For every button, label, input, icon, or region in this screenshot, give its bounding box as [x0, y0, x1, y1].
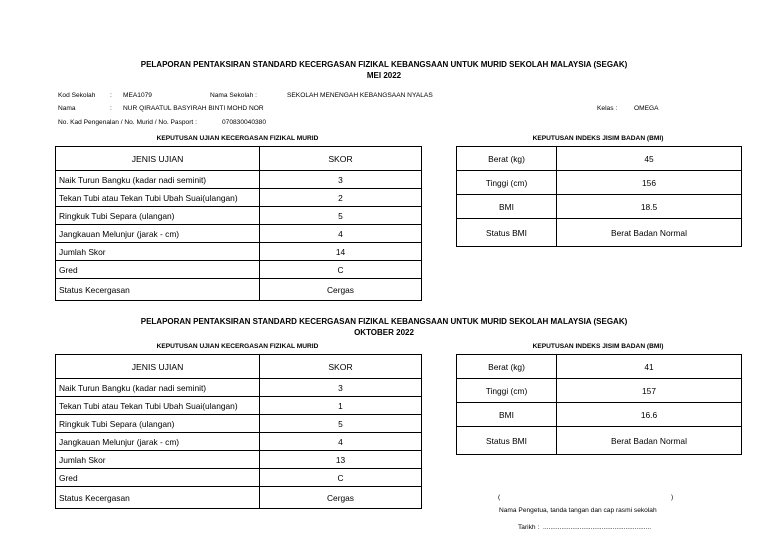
nama-sep: :: [110, 105, 112, 112]
kelas-value: OMEGA: [634, 105, 659, 112]
kod-sekolah-sep: :: [110, 92, 112, 99]
signature-close-bracket: ): [671, 494, 674, 501]
nama-sekolah-value: SEKOLAH MENENGAH KEBANGSAAN NYALAS: [287, 92, 433, 99]
report2-fitness-heading: KEPUTUSAN UJIAN KECERGASAN FIZIKAL MURID: [156, 343, 319, 350]
table-row: [56, 451, 422, 469]
table-row: [56, 469, 422, 487]
bmi-label: Status BMI: [457, 427, 557, 455]
table-row: [56, 279, 422, 301]
date-label: Tarikh :: [518, 524, 540, 531]
report1-period: MEI 2022: [366, 71, 402, 80]
report1-title: PELAPORAN PENTAKSIRAN STANDARD KECERGASAN FIZIKAL KEBANGSAAN UNTUK MURID SEKOLAH MALAYSIA (SEGAK): [140, 60, 628, 69]
table-row: [56, 225, 422, 243]
test-score: 13: [260, 451, 422, 469]
test-name: Jumlah Skor: [56, 451, 260, 469]
table-row: [56, 487, 422, 509]
test-score: C: [260, 469, 422, 487]
test-score: 14: [260, 243, 422, 261]
bmi-label: Berat (kg): [457, 147, 557, 171]
table-header-row: [56, 147, 422, 171]
test-score: 4: [260, 433, 422, 451]
nama-value: NUR QIRAATUL BASYIRAH BINTI MOHD NOR: [123, 105, 264, 112]
bmi-row: [457, 403, 742, 427]
bmi-label: BMI: [457, 403, 557, 427]
test-name: Jumlah Skor: [56, 243, 260, 261]
bmi-row: [457, 147, 742, 171]
test-score: C: [260, 261, 422, 279]
bmi-row: [457, 195, 742, 219]
table-row: [56, 379, 422, 397]
table-row: [56, 415, 422, 433]
bmi-value: 156: [557, 171, 742, 195]
test-name: Naik Turun Bangku (kadar nadi seminit): [56, 171, 260, 189]
test-score: Cergas: [260, 279, 422, 301]
test-score: 4: [260, 225, 422, 243]
header-skor: SKOR: [260, 355, 422, 379]
bmi-value: Berat Badan Normal: [557, 427, 742, 455]
test-name: Status Kecergasan: [56, 487, 260, 509]
bmi-label: Status BMI: [457, 219, 557, 247]
header-jenis-ujian: JENIS UJIAN: [56, 355, 260, 379]
bmi-row: [457, 355, 742, 379]
bmi-label: Berat (kg): [457, 355, 557, 379]
bmi-row: [457, 219, 742, 247]
bmi-row: [457, 427, 742, 455]
bmi-value: 41: [557, 355, 742, 379]
date-line: ...........................................................: [543, 524, 652, 531]
table-row: [56, 243, 422, 261]
bmi-label: Tinggi (cm): [457, 171, 557, 195]
table-row: [56, 207, 422, 225]
report1-bmi-heading: KEPUTUSAN INDEKS JISIM BADAN (BMI): [532, 135, 664, 142]
id-value: 070830040380: [222, 119, 267, 126]
nama-label: Nama: [58, 105, 76, 112]
test-score: 3: [260, 379, 422, 397]
header-jenis-ujian: JENIS UJIAN: [56, 147, 260, 171]
kelas-label: Kelas :: [597, 105, 618, 112]
test-score: 3: [260, 171, 422, 189]
table-row: [56, 261, 422, 279]
test-name: Ringkuk Tubi Separa (ulangan): [56, 415, 260, 433]
signature-caption: Nama Pengetua, tanda tangan dan cap rasmi sekolah: [499, 507, 657, 514]
table-header-row: [56, 355, 422, 379]
bmi-value: 18.5: [557, 195, 742, 219]
test-name: Gred: [56, 469, 260, 487]
test-score: 1: [260, 397, 422, 415]
bmi-value: 16.6: [557, 403, 742, 427]
test-name: Tekan Tubi atau Tekan Tubi Ubah Suai(ulangan): [56, 397, 260, 415]
report2-title: PELAPORAN PENTAKSIRAN STANDARD KECERGASAN FIZIKAL KEBANGSAAN UNTUK MURID SEKOLAH MALAYSIA (SEGAK): [140, 317, 628, 326]
nama-sekolah-label: Nama Sekolah :: [210, 92, 257, 99]
test-name: Jangkauan Melunjur (jarak - cm): [56, 225, 260, 243]
report2-fitness-table: [55, 354, 422, 509]
test-score: 5: [260, 415, 422, 433]
signature-open-bracket: (: [498, 494, 501, 501]
id-label: No. Kad Pengenalan / No. Murid / No. Pasport :: [58, 119, 197, 126]
bmi-row: [457, 379, 742, 403]
header-skor: SKOR: [260, 147, 422, 171]
report1-fitness-heading: KEPUTUSAN UJIAN KECERGASAN FIZIKAL MURID: [156, 135, 319, 142]
test-name: Status Kecergasan: [56, 279, 260, 301]
bmi-value: 157: [557, 379, 742, 403]
report2-period: OKTOBER 2022: [354, 328, 414, 337]
test-name: Naik Turun Bangku (kadar nadi seminit): [56, 379, 260, 397]
table-row: [56, 397, 422, 415]
table-row: [56, 171, 422, 189]
test-score: 2: [260, 189, 422, 207]
test-score: 5: [260, 207, 422, 225]
test-score: Cergas: [260, 487, 422, 509]
test-name: Jangkauan Melunjur (jarak - cm): [56, 433, 260, 451]
report1-bmi-table: [456, 146, 742, 247]
bmi-label: BMI: [457, 195, 557, 219]
test-name: Ringkuk Tubi Separa (ulangan): [56, 207, 260, 225]
test-name: Tekan Tubi atau Tekan Tubi Ubah Suai(ulangan): [56, 189, 260, 207]
report1-fitness-table: [55, 146, 422, 301]
kod-sekolah-label: Kod Sekolah: [58, 92, 96, 99]
bmi-value: 45: [557, 147, 742, 171]
test-name: Gred: [56, 261, 260, 279]
bmi-label: Tinggi (cm): [457, 379, 557, 403]
kod-sekolah-value: MEA1079: [123, 92, 152, 99]
table-row: [56, 433, 422, 451]
report2-bmi-table: [456, 354, 742, 455]
bmi-row: [457, 171, 742, 195]
bmi-value: Berat Badan Normal: [557, 219, 742, 247]
report2-bmi-heading: KEPUTUSAN INDEKS JISIM BADAN (BMI): [532, 343, 664, 350]
table-row: [56, 189, 422, 207]
